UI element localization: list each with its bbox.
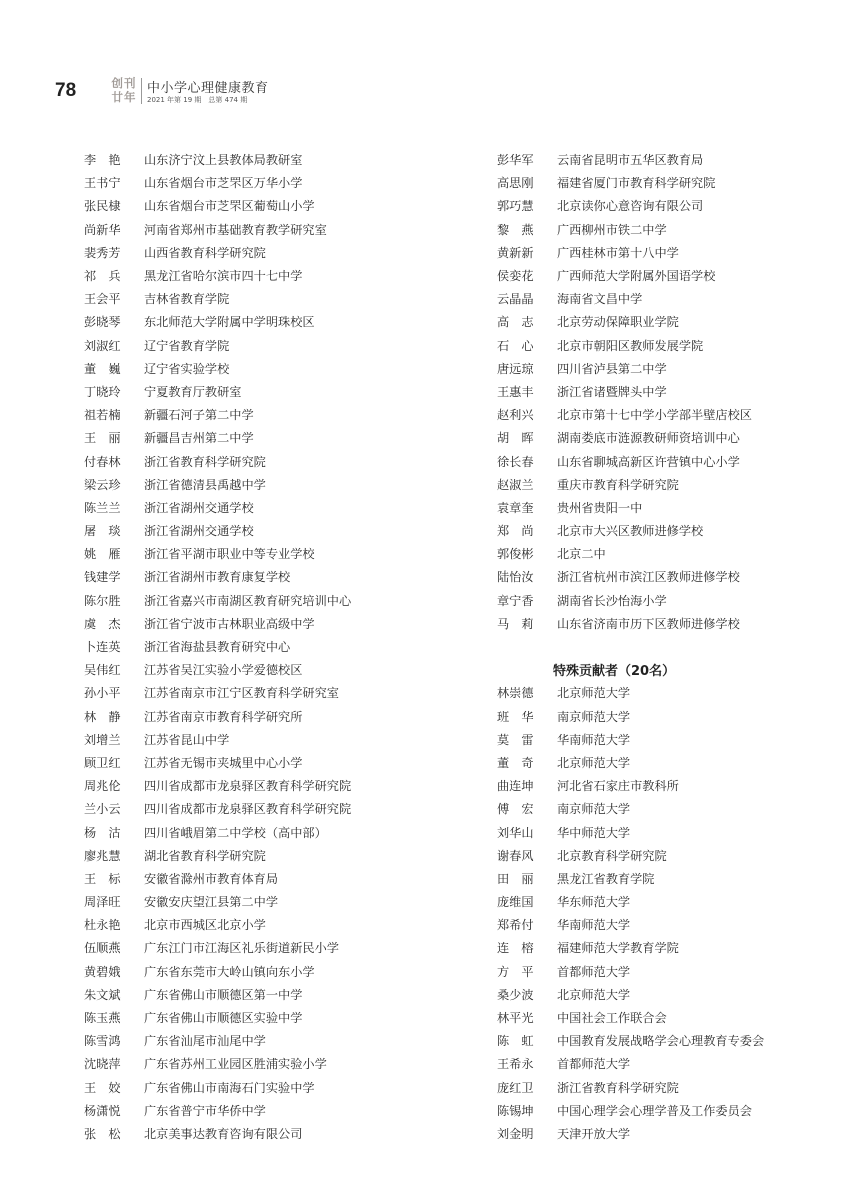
organization-name: 广东省东莞市大岭山镇向东小学: [144, 964, 315, 979]
list-item: [497, 983, 837, 1006]
person-name: 赵淑兰: [497, 477, 534, 492]
organization-name: 广东省佛山市顺德区第一中学: [144, 987, 303, 1002]
organization-name: 云南省昆明市五华区教育局: [557, 153, 704, 168]
list-item: [497, 1099, 837, 1122]
person-name: 陈 虹: [497, 1034, 534, 1049]
list-item: [84, 960, 444, 983]
list-item: [497, 287, 837, 310]
organization-name: 浙江省诸暨牌头中学: [557, 384, 667, 399]
list-item: [497, 380, 837, 403]
list-item: [497, 449, 837, 472]
organization-name: 四川省峨眉第二中学校（高中部）: [144, 825, 327, 840]
left-column-list: [84, 148, 444, 1145]
person-name: 高思刚: [497, 176, 534, 191]
person-name: 庞维国: [497, 895, 534, 910]
organization-name: 北京市第十七中学小学部半壁店校区: [557, 408, 752, 423]
organization-name: 广西师范大学附属外国语学校: [557, 269, 716, 284]
person-name: 庞红卫: [497, 1080, 534, 1095]
person-name: 朱文斌: [84, 987, 121, 1002]
list-item: [84, 473, 444, 496]
person-name: 谢春风: [497, 848, 534, 863]
list-item: [497, 565, 837, 588]
list-item: [497, 774, 837, 797]
list-item: [84, 1052, 444, 1075]
list-item: [84, 519, 444, 542]
organization-name: 江苏省昆山中学: [144, 732, 230, 747]
list-item: [497, 357, 837, 380]
organization-name: 新疆昌吉州第二中学: [144, 431, 254, 446]
person-name: 马 莉: [497, 616, 534, 631]
list-item: [84, 380, 444, 403]
organization-name: 北京读你心意咨询有限公司: [557, 199, 704, 214]
person-name: 顾卫红: [84, 755, 121, 770]
person-name: 黎 燕: [497, 222, 534, 237]
list-item: [84, 774, 444, 797]
person-name: 刘华山: [497, 825, 534, 840]
person-name: 沈晓萍: [84, 1057, 121, 1072]
person-name: 尚新华: [84, 222, 121, 237]
list-item: [497, 241, 837, 264]
organization-name: 北京美事达教育咨询有限公司: [144, 1126, 303, 1141]
organization-name: 浙江省湖州交通学校: [144, 524, 254, 539]
organization-name: 中国心理学会心理学普及工作委员会: [557, 1103, 752, 1118]
person-name: 杨潇悦: [84, 1103, 121, 1118]
list-item: [84, 936, 444, 959]
person-name: 刘金明: [497, 1126, 534, 1141]
person-name: 吴伟红: [84, 663, 121, 678]
person-name: 陈玉燕: [84, 1011, 121, 1026]
organization-name: 北京二中: [557, 547, 606, 562]
person-name: 赵利兴: [497, 408, 534, 423]
list-item: [84, 913, 444, 936]
special-contributors-heading: 特殊贡献者（20名）: [553, 664, 676, 680]
person-name: 徐长春: [497, 454, 534, 469]
person-name: 祖若楠: [84, 408, 121, 423]
organization-name: 黑龙江省教育学院: [557, 871, 655, 886]
list-item: [84, 426, 444, 449]
person-name: 屠 琰: [84, 524, 121, 539]
person-name: 钱建学: [84, 570, 121, 585]
list-item: [84, 310, 444, 333]
list-item: [84, 612, 444, 635]
person-name: 桑少波: [497, 987, 534, 1002]
list-item: [497, 403, 837, 426]
organization-name: 广东省苏州工业园区胜浦实验小学: [144, 1057, 327, 1072]
organization-name: 安徽省滁州市教育体育局: [144, 871, 279, 886]
page-header: [0, 0, 851, 120]
person-name: 傅 宏: [497, 802, 534, 817]
list-item: [497, 1029, 837, 1052]
list-item: [497, 496, 837, 519]
list-item: [84, 1122, 444, 1145]
person-name: 曲连坤: [497, 779, 534, 794]
person-name: 虞 杰: [84, 616, 121, 631]
list-item: [497, 1076, 837, 1099]
person-name: 王书宁: [84, 176, 121, 191]
person-name: 梁云珍: [84, 477, 121, 492]
person-name: 方 平: [497, 964, 534, 979]
organization-name: 北京师范大学: [557, 987, 631, 1002]
list-item: [497, 728, 837, 751]
list-item: [84, 681, 444, 704]
list-item: [497, 1006, 837, 1029]
person-name: 杜永艳: [84, 918, 121, 933]
organization-name: 浙江省宁波市古林职业高级中学: [144, 616, 315, 631]
organization-name: 华东师范大学: [557, 895, 631, 910]
list-item: [497, 426, 837, 449]
list-item: [497, 751, 837, 774]
person-name: 付春林: [84, 454, 121, 469]
person-name: 祁 兵: [84, 269, 121, 284]
person-name: 唐远琼: [497, 361, 534, 376]
list-item: [84, 820, 444, 843]
person-name: 云晶晶: [497, 292, 534, 307]
list-item: [84, 264, 444, 287]
list-item: [497, 264, 837, 287]
organization-name: 河北省石家庄市教科所: [557, 779, 679, 794]
anniversary-line-2: 廿年: [111, 90, 137, 104]
organization-name: 河南省郑州市基础教育教学研究室: [144, 222, 327, 237]
organization-name: 华南师范大学: [557, 918, 631, 933]
person-name: 田 丽: [497, 871, 534, 886]
organization-name: 湖北省教育科学研究院: [144, 848, 266, 863]
list-item: [84, 705, 444, 728]
organization-name: 广东江门市江海区礼乐街道新民小学: [144, 941, 339, 956]
list-item: [84, 867, 444, 890]
person-name: 彭晓琴: [84, 315, 121, 330]
organization-name: 山东省聊城高新区许营镇中心小学: [557, 454, 740, 469]
list-item: [84, 635, 444, 658]
organization-name: 北京师范大学: [557, 755, 631, 770]
list-item: [84, 565, 444, 588]
person-name: 林崇德: [497, 686, 534, 701]
organization-name: 重庆市教育科学研究院: [557, 477, 679, 492]
list-item: [84, 1099, 444, 1122]
list-item: [84, 449, 444, 472]
list-item: [84, 403, 444, 426]
list-item: [84, 983, 444, 1006]
person-name: 姚 雁: [84, 547, 121, 562]
person-name: 丁晓玲: [84, 384, 121, 399]
person-name: 兰小云: [84, 802, 121, 817]
person-name: 郑希付: [497, 918, 534, 933]
person-name: 卜连英: [84, 640, 121, 655]
list-item: [84, 218, 444, 241]
list-item: [84, 496, 444, 519]
person-name: 胡 晖: [497, 431, 534, 446]
list-item: [84, 287, 444, 310]
organization-name: 四川省成都市龙泉驿区教育科学研究院: [144, 779, 352, 794]
person-name: 董 奇: [497, 755, 534, 770]
organization-name: 江苏省吴江实验小学爱德校区: [144, 663, 303, 678]
organization-name: 广西桂林市第十八中学: [557, 245, 679, 260]
person-name: 石 心: [497, 338, 534, 353]
list-item: [497, 913, 837, 936]
person-name: 周泽旺: [84, 895, 121, 910]
person-name: 陈尔胜: [84, 593, 121, 608]
list-item: [84, 589, 444, 612]
person-name: 张民棣: [84, 199, 121, 214]
person-name: 王希永: [497, 1057, 534, 1072]
organization-name: 中国社会工作联合会: [557, 1011, 667, 1026]
person-name: 王 姣: [84, 1080, 121, 1095]
person-name: 王 标: [84, 871, 121, 886]
organization-name: 广东省佛山市顺德区实验中学: [144, 1011, 303, 1026]
list-item: [84, 728, 444, 751]
organization-name: 浙江省德清县禹越中学: [144, 477, 266, 492]
list-item: [497, 171, 837, 194]
list-item: [497, 334, 837, 357]
person-name: 黄碧娥: [84, 964, 121, 979]
anniversary-line-1: 创刊: [111, 76, 137, 90]
person-name: 刘淑红: [84, 338, 121, 353]
list-item: [497, 1122, 837, 1145]
list-item: [84, 1076, 444, 1099]
list-item: [497, 148, 837, 171]
list-item: [84, 1029, 444, 1052]
person-name: 林 静: [84, 709, 121, 724]
organization-name: 贵州省贵阳一中: [557, 500, 643, 515]
organization-name: 首都师范大学: [557, 1057, 631, 1072]
person-name: 莫 雷: [497, 732, 534, 747]
person-name: 章宁香: [497, 593, 534, 608]
list-item: [84, 658, 444, 681]
list-item: [84, 148, 444, 171]
section-spacer: [497, 635, 837, 658]
list-item: [497, 890, 837, 913]
list-item: [497, 960, 837, 983]
person-name: 张 松: [84, 1126, 121, 1141]
list-item: [84, 334, 444, 357]
list-item: [84, 171, 444, 194]
organization-name: 安徽安庆望江县第二中学: [144, 895, 279, 910]
organization-name: 南京师范大学: [557, 802, 631, 817]
organization-name: 福建师范大学教育学院: [557, 941, 679, 956]
organization-name: 华南师范大学: [557, 732, 631, 747]
person-name: 伍顺燕: [84, 941, 121, 956]
organization-name: 新疆石河子第二中学: [144, 408, 254, 423]
person-name: 陈兰兰: [84, 500, 121, 515]
organization-name: 北京劳动保障职业学院: [557, 315, 679, 330]
organization-name: 东北师范大学附属中学明珠校区: [144, 315, 315, 330]
list-item: [84, 890, 444, 913]
person-name: 周兆伦: [84, 779, 121, 794]
list-item: [497, 867, 837, 890]
organization-name: 北京市朝阳区教师发展学院: [557, 338, 704, 353]
list-item: [497, 542, 837, 565]
list-item: [84, 241, 444, 264]
list-item: [497, 473, 837, 496]
organization-name: 江苏省南京市教育科学研究所: [144, 709, 303, 724]
organization-name: 山西省教育科学研究院: [144, 245, 266, 260]
list-item: [497, 681, 837, 704]
list-item: [84, 751, 444, 774]
organization-name: 浙江省湖州交通学校: [144, 500, 254, 515]
list-item: [497, 705, 837, 728]
person-name: 高 志: [497, 315, 534, 330]
list-item: [497, 194, 837, 217]
organization-name: 中国教育发展战略学会心理教育专委会: [557, 1034, 765, 1049]
organization-name: 浙江省教育科学研究院: [557, 1080, 679, 1095]
organization-name: 首都师范大学: [557, 964, 631, 979]
organization-name: 浙江省湖州市教育康复学校: [144, 570, 291, 585]
organization-name: 山东省烟台市芝罘区万华小学: [144, 176, 303, 191]
list-item: [497, 589, 837, 612]
person-name: 王惠丰: [497, 384, 534, 399]
person-name: 裴秀芳: [84, 245, 121, 260]
list-item: [497, 844, 837, 867]
issue-info: 2021 年第 19 期 总第 474 期: [147, 96, 248, 104]
list-item: [84, 797, 444, 820]
organization-name: 北京市大兴区教师进修学校: [557, 524, 704, 539]
organization-name: 北京教育科学研究院: [557, 848, 667, 863]
person-name: 袁章奎: [497, 500, 534, 515]
organization-name: 山东省济南市历下区教师进修学校: [557, 616, 740, 631]
person-name: 王 丽: [84, 431, 121, 446]
organization-name: 湖南省长沙怡海小学: [557, 593, 667, 608]
person-name: 陈雪鸿: [84, 1034, 121, 1049]
organization-name: 浙江省嘉兴市南湖区教育研究培训中心: [144, 593, 352, 608]
person-name: 杨 沽: [84, 825, 121, 840]
list-item: [497, 612, 837, 635]
anniversary-mark: [111, 76, 137, 104]
person-name: 孙小平: [84, 686, 121, 701]
page-number: 78: [55, 80, 77, 101]
person-name: 王会平: [84, 292, 121, 307]
organization-name: 天津开放大学: [557, 1126, 631, 1141]
person-name: 刘增兰: [84, 732, 121, 747]
person-name: 黄新新: [497, 245, 534, 260]
list-item: [497, 519, 837, 542]
organization-name: 北京师范大学: [557, 686, 631, 701]
organization-name: 辽宁省教育学院: [144, 338, 230, 353]
organization-name: 福建省厦门市教育科学研究院: [557, 176, 716, 191]
header-divider: [141, 78, 142, 104]
list-item: [497, 218, 837, 241]
organization-name: 黑龙江省哈尔滨市四十七中学: [144, 269, 303, 284]
organization-name: 四川省泸县第二中学: [557, 361, 667, 376]
organization-name: 广东省汕尾市汕尾中学: [144, 1034, 266, 1049]
list-item: [497, 797, 837, 820]
list-item: [497, 936, 837, 959]
organization-name: 山东济宁汶上县教体局教研室: [144, 153, 303, 168]
right-column-list: [497, 148, 837, 1145]
person-name: 郭俊彬: [497, 547, 534, 562]
organization-name: 宁夏教育厅教研室: [144, 384, 242, 399]
list-item: [497, 1052, 837, 1075]
organization-name: 浙江省教育科学研究院: [144, 454, 266, 469]
organization-name: 山东省烟台市芝罘区葡萄山小学: [144, 199, 315, 214]
person-name: 彭华军: [497, 153, 534, 168]
journal-title: 中小学心理健康教育: [147, 81, 269, 96]
person-name: 郭巧慧: [497, 199, 534, 214]
list-item: [497, 820, 837, 843]
organization-name: 浙江省杭州市滨江区教师进修学校: [557, 570, 740, 585]
list-item: [84, 844, 444, 867]
organization-name: 华中师范大学: [557, 825, 631, 840]
person-name: 李 艳: [84, 153, 121, 168]
list-item: [84, 1006, 444, 1029]
organization-name: 吉林省教育学院: [144, 292, 230, 307]
person-name: 郑 尚: [497, 524, 534, 539]
organization-name: 浙江省海盐县教育研究中心: [144, 640, 291, 655]
organization-name: 南京师范大学: [557, 709, 631, 724]
organization-name: 海南省文昌中学: [557, 292, 643, 307]
person-name: 董 巍: [84, 361, 121, 376]
organization-name: 江苏省南京市江宁区教育科学研究室: [144, 686, 339, 701]
person-name: 陆怡汝: [497, 570, 534, 585]
person-name: 廖兆慧: [84, 848, 121, 863]
list-item: [84, 357, 444, 380]
person-name: 班 华: [497, 709, 534, 724]
organization-name: 江苏省无锡市夹城里中心小学: [144, 755, 303, 770]
organization-name: 浙江省平湖市职业中等专业学校: [144, 547, 315, 562]
list-item: [84, 194, 444, 217]
organization-name: 四川省成都市龙泉驿区教育科学研究院: [144, 802, 352, 817]
person-name: 林平光: [497, 1011, 534, 1026]
list-item: [84, 542, 444, 565]
organization-name: 广西柳州市铁二中学: [557, 222, 667, 237]
organization-name: 北京市西城区北京小学: [144, 918, 266, 933]
organization-name: 辽宁省实验学校: [144, 361, 230, 376]
organization-name: 湖南娄底市涟源教研师资培训中心: [557, 431, 740, 446]
person-name: 侯娈花: [497, 269, 534, 284]
person-name: 陈锡坤: [497, 1103, 534, 1118]
list-item: [497, 310, 837, 333]
person-name: 连 榕: [497, 941, 534, 956]
organization-name: 广东省佛山市南海石门实验中学: [144, 1080, 315, 1095]
organization-name: 广东省普宁市华侨中学: [144, 1103, 266, 1118]
